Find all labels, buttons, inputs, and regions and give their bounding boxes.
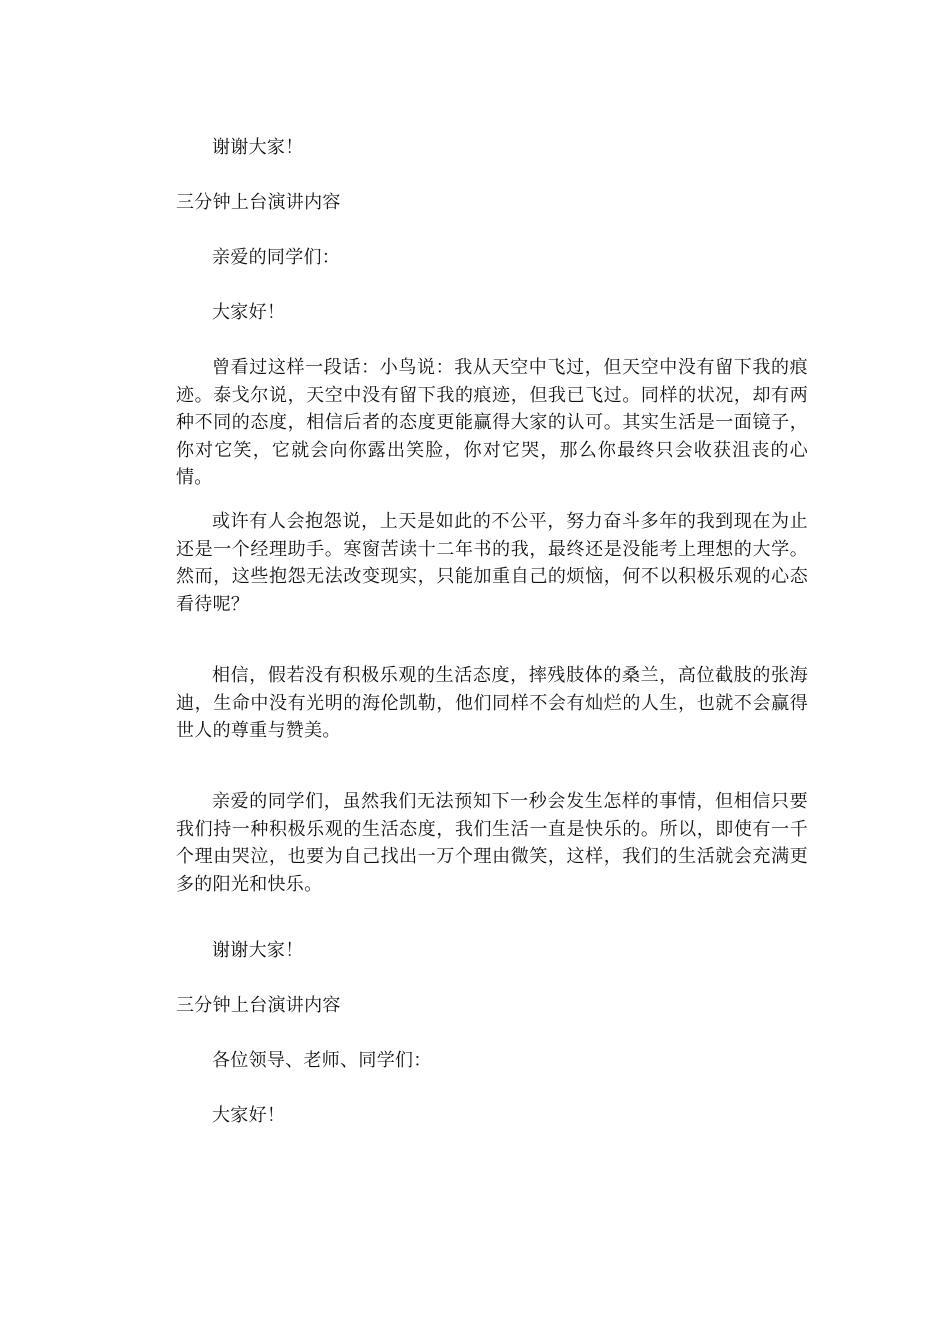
salutation: 各位领导、老师、同学们： <box>212 1050 432 1071</box>
closing-thanks: 谢谢大家！ <box>212 137 304 158</box>
closing-thanks: 谢谢大家！ <box>212 940 304 961</box>
greeting: 大家好！ <box>212 1105 286 1126</box>
body-paragraph: 亲爱的同学们，虽然我们无法预知下一秒会发生怎样的事情，但相信只要我们持一种积极乐观的生活态度，我们生活一直是快乐的。所以，即使有一千个理由哭泣，也要为自己找出一万个理由微笑，这样，我们的生活就会充满更多的阳光和快乐。 <box>176 791 808 895</box>
section-title: 三分钟上台演讲内容 <box>176 192 341 213</box>
body-paragraph: 曾看过这样一段话：小鸟说：我从天空中飞过，但天空中没有留下我的痕迹。泰戈尔说，天空中没有留下我的痕迹，但我已飞过。同样的状况，却有两种不同的态度，相信后者的态度更能赢得大家的认可。其实生活是一面镜子，你对它笑，它就会向你露出笑脸，你对它哭，那么你最终只会收获沮丧的心情。 <box>176 357 808 488</box>
salutation: 亲爱的同学们： <box>212 247 341 268</box>
body-paragraph: 或许有人会抱怨说，上天是如此的不公平，努力奋斗多年的我到现在为止还是一个经理助手。寒窗苦读十二年书的我，最终还是没能考上理想的大学。然而，这些抱怨无法改变现实，只能加重自己的烦恼，何不以积极乐观的心态看待呢？ <box>176 511 808 615</box>
greeting: 大家好！ <box>212 302 286 323</box>
body-paragraph: 相信，假若没有积极乐观的生活态度，摔残肢体的桑兰，高位截肢的张海迪，生命中没有光明的海伦凯勒，他们同样不会有灿烂的人生，也就不会赢得世人的尊重与赞美。 <box>176 665 808 741</box>
section-title: 三分钟上台演讲内容 <box>176 995 341 1016</box>
